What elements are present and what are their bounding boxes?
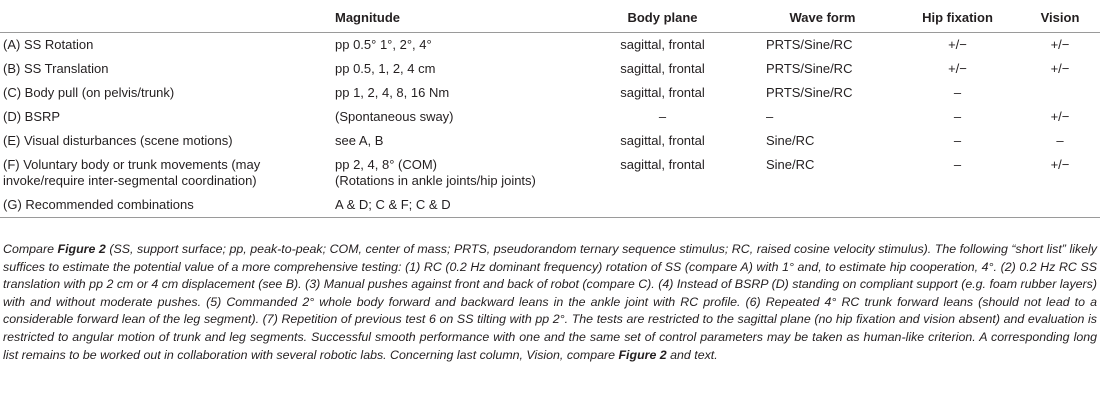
row-body-plane: sagittal, frontal [620, 37, 705, 52]
table-row [0, 129, 1100, 153]
header-hip-fixation: Hip fixation [922, 10, 993, 25]
row-hip-fixation [895, 193, 1020, 218]
row-wave-form: PRTS/Sine/RC [766, 85, 853, 100]
row-vision: – [1056, 133, 1064, 148]
figure-link[interactable]: Figure 2 [57, 242, 106, 256]
row-body-plane: sagittal, frontal [620, 85, 705, 100]
row-magnitude: see A, B [335, 133, 384, 148]
row-label: (G) Recommended combinations [3, 197, 194, 212]
row-body-plane: – [658, 109, 667, 124]
table-row [0, 33, 1100, 58]
row-label: (E) Visual disturbances (scene motions) [3, 133, 233, 148]
row-magnitude-line-1: pp 2, 4, 8° (COM) [335, 157, 438, 172]
row-hip-fixation: – [953, 85, 962, 100]
row-label: (B) SS Translation [3, 61, 109, 76]
row-magnitude: pp 0.5° 1°, 2°, 4° [335, 37, 432, 52]
header-vision: Vision [1040, 10, 1080, 25]
row-label-line-1: (F) Voluntary body or trunk movements (may [3, 157, 261, 172]
row-vision [1020, 81, 1100, 105]
table-row [0, 81, 1100, 105]
row-vision: +/− [1050, 61, 1070, 76]
row-magnitude-line-2: (Rotations in ankle joints/hip joints) [335, 173, 536, 188]
caption-text-1: Compare [3, 242, 58, 256]
header-wave-form: Wave form [789, 10, 856, 25]
row-hip-fixation: – [953, 157, 962, 172]
data-table [0, 4, 1100, 218]
row-vision: +/− [1050, 157, 1070, 172]
row-magnitude [335, 153, 575, 193]
header-label [0, 4, 335, 33]
row-body-plane: sagittal, frontal [620, 61, 705, 76]
row-body-plane: sagittal, frontal [620, 157, 705, 172]
header-magnitude: Magnitude [335, 10, 400, 25]
row-hip-fixation: +/− [948, 37, 967, 52]
row-wave-form: PRTS/Sine/RC [766, 37, 853, 52]
row-hip-fixation: +/− [948, 61, 967, 76]
row-vision: +/− [1050, 109, 1070, 124]
row-hip-fixation: – [953, 133, 962, 148]
figure-link[interactable]: Figure 2 [618, 347, 667, 362]
table-header-row [0, 4, 1100, 33]
table-row [0, 105, 1100, 129]
caption-text-2: (SS, support surface; pp, peak-to-peak; COM, center of mass; PRTS, pseudorandom ternary sequence stimulus; RC, raised cosine velocity stimulus). The following “short list” likely suffices to estimate the potential value of a more comprehensive testing: (1) RC (0.2 Hz dominant frequency) rotation of SS (compare A) with 1° and, to estimate hip cooperation, 4°. (2) 0.2 Hz RC SS translation with pp 2 cm or 4 cm displacement (see B). (3) Manual pushes against front and back of robot (compare C). (4) Instead of BSRP (D) standing on compliant support (e.g. foam rubber layers) with and without moderate pushes. (5) Commanded 2° whole body forward and backward leans in the ankle joint with RC profile. (6) Repeated 4° RC trunk forward leans (should not lead to a considerable forward lean of the leg segment). (7) Repetition of previous test 6 on SS tilting with pp 2°. The tests are restricted to the sagittal plane (no hip fixation and vision absent) and evaluation is restricted to angular motion of trunk and leg segments. Successful smooth performance with one and the same set of control parameters may be taken as human-like criterion. A corresponding long list remains to be worked out in collaboration with several robotic labs. Concerning last column, Vision, compare [3, 242, 1098, 362]
row-magnitude: pp 0.5, 1, 2, 4 cm [335, 61, 436, 76]
table-caption [3, 241, 1097, 364]
row-magnitude: pp 1, 2, 4, 8, 16 Nm [335, 85, 450, 100]
row-label [0, 153, 335, 193]
header-body-plane: Body plane [627, 10, 698, 25]
table-row [0, 193, 1100, 218]
row-vision: +/− [1050, 37, 1070, 52]
row-vision [1020, 193, 1100, 218]
row-body-plane [575, 193, 750, 218]
row-wave-form [750, 193, 895, 218]
row-label-line-2: invoke/require inter-segmental coordination) [3, 173, 257, 188]
row-hip-fixation: – [953, 109, 962, 124]
row-body-plane: sagittal, frontal [620, 133, 705, 148]
row-magnitude: (Spontaneous sway) [335, 109, 454, 124]
row-label: (A) SS Rotation [3, 37, 94, 52]
caption-text-3: and text. [666, 347, 718, 362]
row-wave-form: Sine/RC [766, 133, 815, 148]
table-row [0, 57, 1100, 81]
row-magnitude: A & D; C & F; C & D [335, 197, 451, 212]
row-label: (D) BSRP [3, 109, 61, 124]
table-row [0, 153, 1100, 193]
row-wave-form: Sine/RC [766, 157, 815, 172]
row-label: (C) Body pull (on pelvis/trunk) [3, 85, 175, 100]
row-wave-form: PRTS/Sine/RC [766, 61, 853, 76]
row-wave-form: – [766, 109, 774, 124]
